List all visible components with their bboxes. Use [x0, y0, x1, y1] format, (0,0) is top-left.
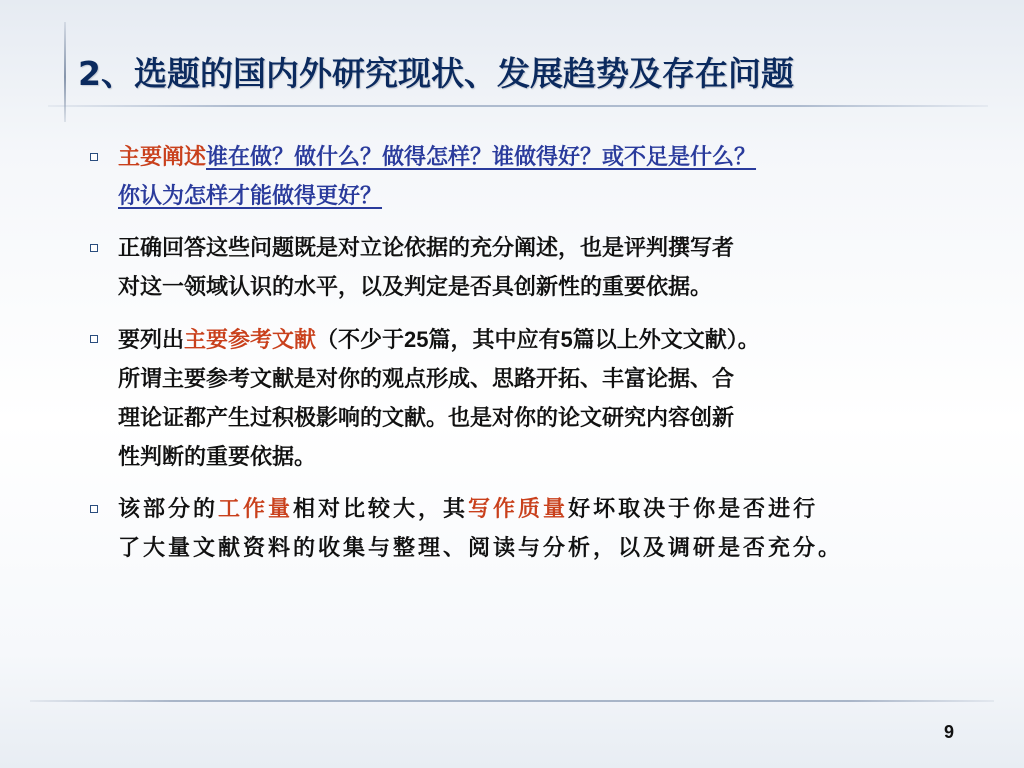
bullet-text: 篇，其中应有 [428, 328, 561, 353]
emphasis-text: 写作质量 [468, 497, 569, 522]
footer-divider [30, 700, 994, 702]
bullet-item-4 [88, 490, 968, 568]
number-text: 5 [560, 327, 573, 352]
bullet-item-2 [88, 229, 968, 307]
slide-title: 2、选题的国内外研究现状、发展趋势及存在问题 [78, 54, 794, 93]
bullet-list [88, 138, 968, 581]
emphasis-text: 主要阐述 [118, 145, 207, 170]
bullet-text: 该部分的 [118, 497, 219, 522]
bullet-text-line: 所谓主要参考文献是对你的观点形成、思路开拓、丰富论据、合 [118, 367, 735, 392]
number-text: 25 [404, 327, 429, 352]
bullet-text-line: 正确回答这些问题既是对立论依据的充分阐述，也是评判撰写者 [118, 236, 735, 261]
hollow-square-bullet-icon [90, 153, 98, 161]
bullet-text: 篇以上外文文献）。 [572, 328, 760, 353]
title-divider [48, 105, 988, 107]
bullet-item-1 [88, 138, 968, 216]
hyperlink-text[interactable]: 你认为怎样才能做得更好？ [118, 184, 383, 209]
hollow-square-bullet-icon [90, 505, 98, 513]
bullet-text: 好坏取决于你是否进行 [568, 497, 819, 522]
bullet-text-line: 性判断的重要依据。 [118, 445, 317, 470]
bullet-text-line: 了大量文献资料的收集与整理、阅读与分析，以及调研是否充分。 [118, 536, 844, 561]
hollow-square-bullet-icon [90, 244, 98, 252]
bullet-text: 要列出 [118, 328, 185, 353]
bullet-text: （不少于 [316, 328, 405, 353]
bullet-text-line: 理论证都产生过积极影响的文献。也是对你的论文研究内容创新 [118, 406, 735, 431]
bullet-text: 相对比较大，其 [293, 497, 469, 522]
bullet-text-line: 对这一领域认识的水平，以及判定是否具创新性的重要依据。 [118, 275, 713, 300]
bullet-item-3 [88, 320, 968, 477]
title-accent-line [64, 22, 66, 122]
hyperlink-text[interactable]: 谁在做？做什么？做得怎样？谁做得好？或不足是什么？ [206, 145, 757, 170]
page-number: 9 [944, 722, 955, 742]
hollow-square-bullet-icon [90, 335, 98, 343]
emphasis-text: 工作量 [218, 497, 294, 522]
emphasis-text: 主要参考文献 [184, 328, 317, 353]
